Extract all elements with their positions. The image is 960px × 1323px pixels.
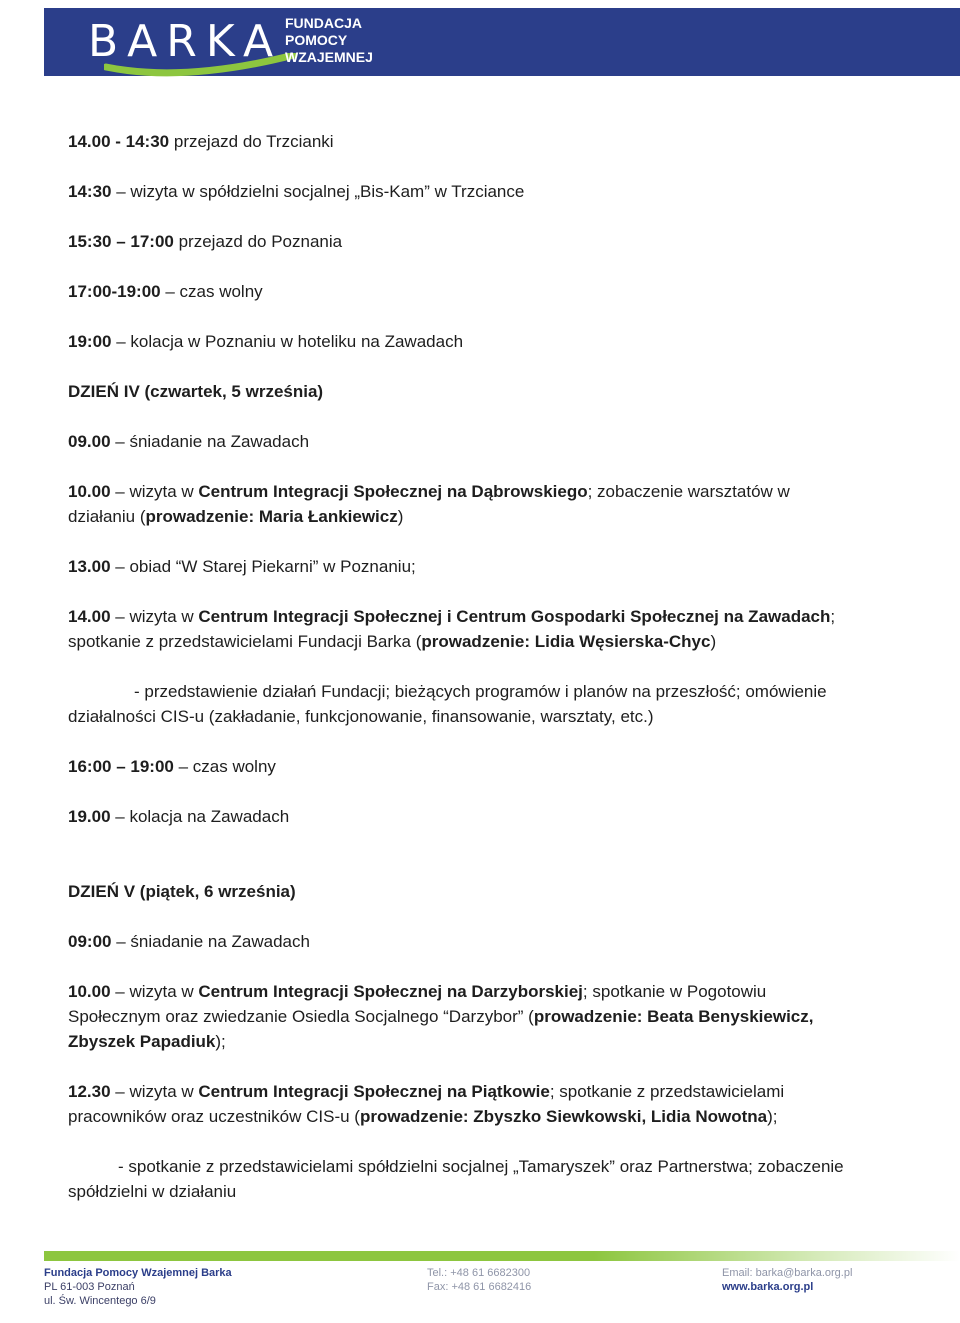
agenda-item: 14.00 – wizyta w Centrum Integracji Społecznej i Centrum Gospodarki Społecznej na Zawadach; spotkanie z przedstawicielami Fundacji Barka (prowadzenie: Lidia Węsierska-Chyc) xyxy=(68,607,836,651)
footer-website-link[interactable]: www.barka.org.pl xyxy=(722,1281,814,1293)
footer-org-name: Fundacja Pomocy Wzajemnej Barka xyxy=(44,1267,232,1279)
footer-phones xyxy=(427,1266,531,1294)
agenda-item: 19.00 – kolacja na Zawadach xyxy=(68,807,290,826)
agenda-item: 15:30 – 17:00 przejazd do Poznania xyxy=(68,232,343,251)
logo-wordmark: BARKA xyxy=(88,16,283,67)
agenda-item: 09.00 – śniadanie na Zawadach xyxy=(68,432,310,451)
footer-divider xyxy=(44,1251,960,1261)
footer-fax: Fax: +48 61 6682416 xyxy=(427,1281,532,1293)
day-heading: DZIEŃ IV (czwartek, 5 września) xyxy=(68,382,324,401)
logo-sub-line: WZAJEMNEJ xyxy=(285,49,373,65)
agenda-item: 13.00 – obiad “W Starej Piekarni” w Poznaniu; xyxy=(68,557,416,576)
footer-address-line: PL 61-003 Poznań xyxy=(44,1281,135,1293)
agenda-content xyxy=(68,129,848,1204)
logo-sub-line: POMOCY xyxy=(285,32,348,48)
agenda-item: 14.00 - 14:30 przejazd do Trzcianki xyxy=(68,132,334,151)
footer-tel: Tel.: +48 61 6682300 xyxy=(427,1267,531,1279)
day-heading: DZIEŃ V (piątek, 6 września) xyxy=(68,882,296,901)
logo-subtitle xyxy=(285,15,373,66)
agenda-item: 09:00 – śniadanie na Zawadach xyxy=(68,932,310,951)
footer-address-line: ul. Św. Wincentego 6/9 xyxy=(44,1295,156,1307)
agenda-item: 12.30 – wizyta w Centrum Integracji Społecznej na Piątkowie; spotkanie z przedstawicielami pracowników oraz uczestników CIS-u (prowadzenie: Zbyszko Siewkowski, Lidia Nowotna); xyxy=(68,1082,785,1126)
agenda-item: 19:00 – kolacja w Poznaniu w hoteliku na Zawadach xyxy=(68,332,464,351)
agenda-subitem: - przedstawienie działań Fundacji; bieżących programów i planów na przeszłość; omówienie działalności CIS-u (zakładanie, funkcjonowanie, finansowanie, warsztaty, etc.) xyxy=(68,682,827,726)
footer-email[interactable]: Email: barka@barka.org.pl xyxy=(722,1267,853,1279)
agenda-item: 10.00 – wizyta w Centrum Integracji Społecznej na Darzyborskiej; spotkanie w Pogotowiu Społecznym oraz zwiedzanie Osiedla Socjalnego “Darzybor” (prowadzenie: Beata Benyskiewicz, Zbyszek Papadiuk); xyxy=(68,982,814,1051)
agenda-subitem: - spotkanie z przedstawicielami spółdzielni socjalnej „Tamaryszek” oraz Partnerstwa; zobaczenie spółdzielni w działaniu xyxy=(68,1157,844,1201)
agenda-item: 16:00 – 19:00 – czas wolny xyxy=(68,757,276,776)
footer-address xyxy=(44,1266,232,1308)
header-banner xyxy=(44,8,960,76)
agenda-item: 10.00 – wizyta w Centrum Integracji Społecznej na Dąbrowskiego; zobaczenie warsztatów w działaniu (prowadzenie: Maria Łankiewicz) xyxy=(68,482,790,526)
agenda-item: 17:00-19:00 – czas wolny xyxy=(68,282,263,301)
agenda-item: 14:30 – wizyta w spółdzielni socjalnej „Bis-Kam” w Trzciance xyxy=(68,182,525,201)
footer-contact xyxy=(722,1266,852,1294)
logo-sub-line: FUNDACJA xyxy=(285,15,362,31)
